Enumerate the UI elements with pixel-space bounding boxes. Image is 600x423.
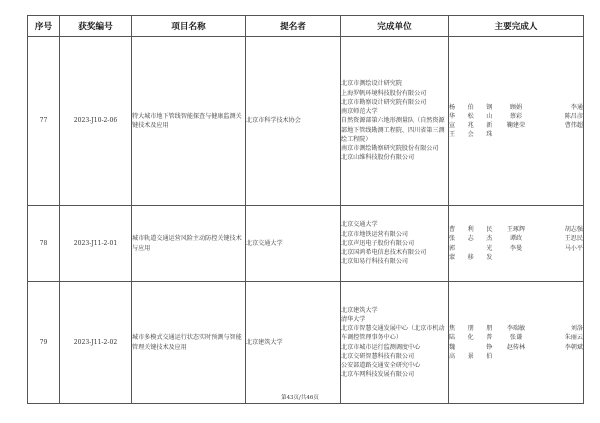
person-name: 杨伯钢 bbox=[449, 103, 493, 111]
person-name: 李通 bbox=[570, 103, 583, 111]
person-name: 蒙移发 bbox=[449, 253, 493, 261]
cell-project-name: 城市轨道交通运营风险主动防控关键技术与应用 bbox=[132, 206, 246, 282]
unit-item: 北京车网科技发展有限公司 bbox=[341, 371, 415, 379]
unit-item: 北京山维科技股份有限公司 bbox=[341, 154, 415, 162]
unit-item: 北京市智慧交通发展中心（北京市机动车调控管理事务中心） bbox=[341, 325, 445, 342]
table-row bbox=[28, 282, 584, 404]
person-name: 郭光 bbox=[449, 244, 493, 252]
cell-index: 78 bbox=[28, 206, 60, 282]
people-grid bbox=[449, 103, 583, 140]
person-name: 张谦 bbox=[509, 334, 523, 342]
table-row bbox=[28, 206, 584, 282]
person-name: 宣兆新 bbox=[449, 122, 493, 129]
unit-item: 北京市勘察设计研究院有限公司 bbox=[341, 98, 427, 106]
cell-index: 79 bbox=[28, 282, 60, 404]
header-units: 完成单位 bbox=[341, 16, 449, 37]
table-row bbox=[28, 37, 584, 206]
unit-item: 北京交通大学 bbox=[341, 221, 378, 229]
unit-item: 北京建筑大学 bbox=[341, 306, 378, 314]
cell-units bbox=[341, 37, 449, 206]
person-name: 胡志强 bbox=[564, 226, 583, 233]
person-name: 华松山 bbox=[449, 112, 493, 120]
person-name: 曹利民 bbox=[449, 226, 493, 233]
cell-project-name: 城市多模式交通运行状态实时预测与智能管理关键技术及应用 bbox=[132, 282, 246, 404]
header-award-no: 获奖编号 bbox=[60, 16, 132, 37]
person-name: 陈昌彦 bbox=[564, 112, 583, 120]
person-name: 李瑞敏 bbox=[506, 325, 526, 332]
cell-people bbox=[449, 282, 584, 404]
unit-item: 北京国鸿希电信息技术有限公司 bbox=[341, 249, 427, 257]
person-name: 鞠建荣 bbox=[506, 122, 526, 129]
person-name: 谭政 bbox=[509, 235, 523, 243]
cell-project-name: 特大城市地下管线智能探查与健康监测关键技术及应用 bbox=[132, 37, 246, 206]
header-people: 主要完成人 bbox=[449, 16, 584, 37]
unit-item: 公安部道路交通安全研究中心 bbox=[341, 362, 421, 369]
people-grid bbox=[449, 324, 583, 361]
unit-item: 北京市城市运行监测调度中心 bbox=[341, 343, 421, 351]
person-name: 顾娟 bbox=[509, 103, 523, 111]
person-name: 赵传林 bbox=[506, 343, 526, 351]
cell-units bbox=[341, 282, 449, 404]
awards-table bbox=[27, 15, 584, 404]
cell-people bbox=[449, 37, 584, 206]
cell-award-no: 2023-J11-2-02 bbox=[60, 282, 132, 404]
person-name: 高景伯 bbox=[449, 352, 493, 360]
person-name: 李朝斌 bbox=[564, 343, 583, 351]
person-name: 李曼 bbox=[509, 244, 523, 252]
person-name: 王琢辉 bbox=[506, 226, 526, 233]
unit-item: 自然资源部第六地形测量队（自然资源部地下管线勘测工程院、四川省第三测绘工程院） bbox=[341, 117, 445, 143]
page-footer: 第43页/共46页 bbox=[281, 395, 319, 401]
people-grid bbox=[449, 225, 583, 262]
unit-item: 北京市地铁运营有限公司 bbox=[341, 230, 409, 238]
person-name: 曹伟超 bbox=[564, 122, 583, 129]
unit-item: 南京师范大学 bbox=[341, 108, 378, 116]
header-project: 项目名称 bbox=[132, 16, 246, 37]
cell-index: 77 bbox=[28, 37, 60, 206]
person-name: 陆化普 bbox=[449, 334, 493, 342]
table-header-row bbox=[28, 16, 584, 37]
unit-item: 上海罗帆环境科技股份有限公司 bbox=[341, 89, 427, 97]
unit-item: 北京知易行科技有限公司 bbox=[341, 258, 409, 266]
header-index: 序号 bbox=[28, 16, 60, 37]
unit-item: 清华大学 bbox=[341, 315, 366, 323]
cell-people bbox=[449, 206, 584, 282]
person-name: 蔡彩 bbox=[509, 112, 523, 120]
person-name: 张志杰 bbox=[449, 235, 493, 243]
cell-nominator: 北京交通大学 bbox=[246, 206, 341, 282]
person-name: 焦朋朋 bbox=[449, 325, 493, 332]
person-name: 魏铮 bbox=[449, 343, 493, 351]
cell-award-no: 2023-J10-2-06 bbox=[60, 37, 132, 206]
person-name: 刘洛 bbox=[570, 325, 583, 332]
cell-award-no: 2023-J11-2-01 bbox=[60, 206, 132, 282]
cell-nominator: 北京建筑大学 bbox=[246, 282, 341, 404]
header-nominator: 提名者 bbox=[246, 16, 341, 37]
unit-item: 南京市测绘勘察研究院股份有限公司 bbox=[341, 145, 439, 153]
table-body bbox=[28, 37, 584, 404]
person-name: 马小平 bbox=[564, 244, 583, 252]
cell-units bbox=[341, 206, 449, 282]
unit-item: 北京声迅电子股份有限公司 bbox=[341, 239, 415, 247]
person-name: 王会珠 bbox=[449, 131, 493, 139]
person-name: 朱丽云 bbox=[564, 334, 583, 342]
person-name: 王思民 bbox=[564, 235, 583, 243]
unit-item: 北京交研智慧科技有限公司 bbox=[341, 352, 415, 360]
unit-item: 北京市测绘设计研究院 bbox=[341, 80, 402, 88]
cell-nominator: 北京市科学技术协会 bbox=[246, 37, 341, 206]
